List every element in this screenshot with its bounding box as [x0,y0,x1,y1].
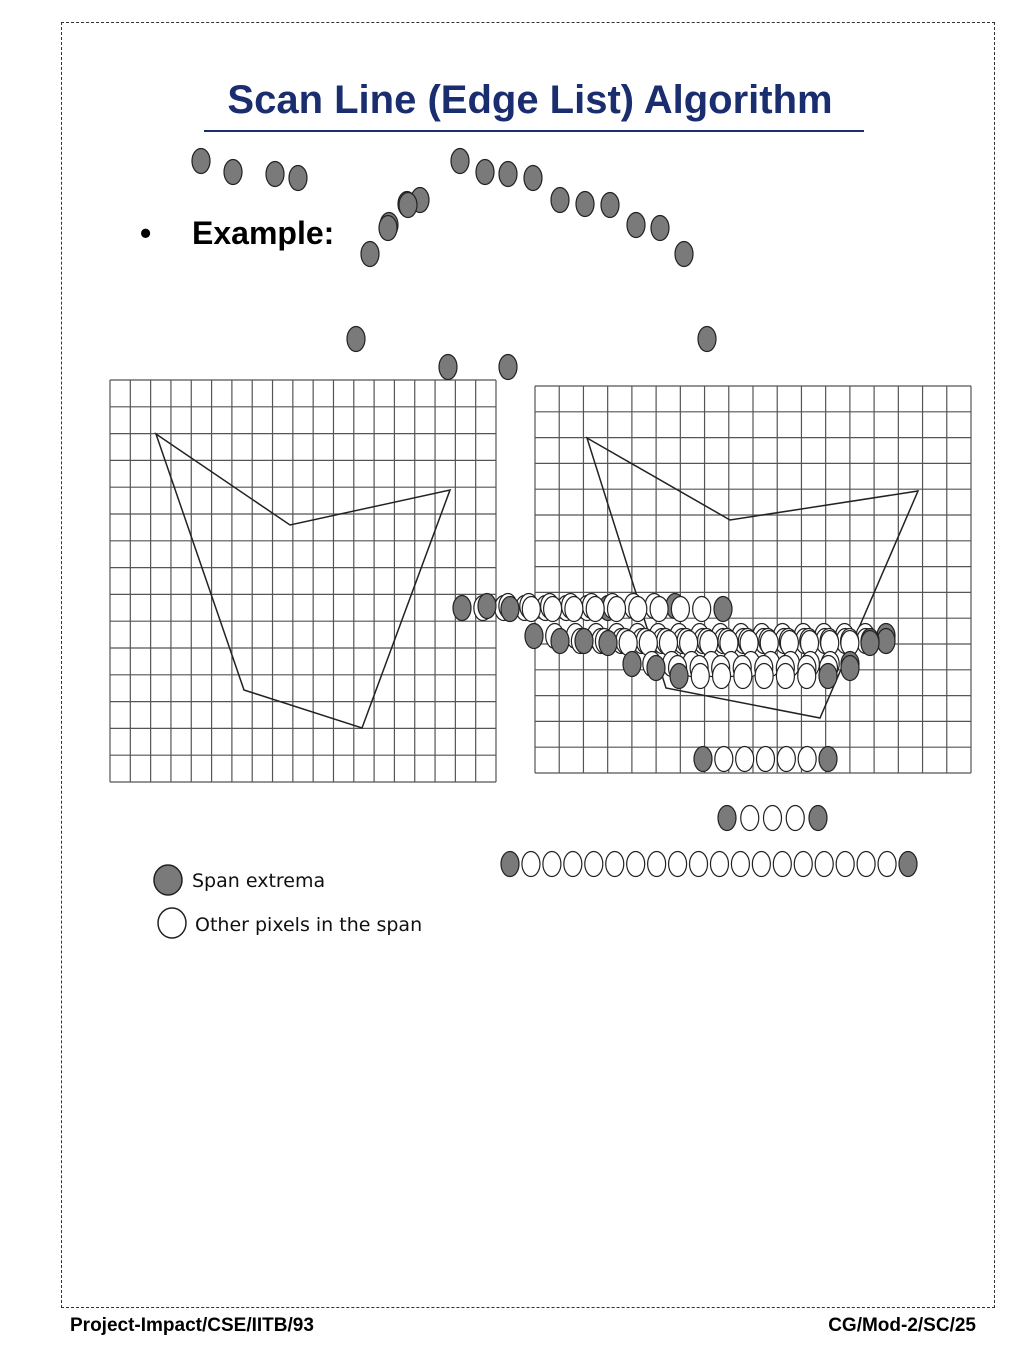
span-extrema-pixel [698,327,716,352]
span-extrema-pixel [809,806,827,831]
span-extrema-pixel [675,242,693,267]
span-extrema-pixel [192,149,210,174]
span-pixel [585,852,603,877]
span-extrema-pixel [266,162,284,187]
span-pixel [798,747,816,772]
span-extrema-pixel [451,149,469,174]
span-extrema-pixel [841,656,859,681]
span-pixel [713,664,731,689]
span-pixel [736,747,754,772]
span-extrema-pixel [819,747,837,772]
legend-extrema-swatch [154,865,182,895]
span-extrema-pixel [551,188,569,213]
span-pixel [522,597,540,622]
span-extrema-pixel [347,327,365,352]
span-pixel [857,852,875,877]
span-extrema-pixel [575,629,593,654]
pixel-grid-right [453,386,971,877]
polygon-outline-left [156,434,450,728]
span-pixel [878,852,896,877]
span-extrema-pixel [399,193,417,218]
span-pixel [798,664,816,689]
footer-right: CG/Mod-2/SC/25 [828,1315,976,1336]
span-pixel [734,664,752,689]
span-pixel [815,852,833,877]
span-extrema-pixel [501,597,519,622]
span-pixel [565,597,583,622]
span-extrema-pixel [877,629,895,654]
span-extrema-pixel [501,852,519,877]
span-pixel [522,852,540,877]
span-extrema-pixel [601,193,619,218]
span-pixel [755,664,773,689]
span-extrema-pixel [524,166,542,191]
span-extrema-pixel [651,216,669,241]
legend-other-label: Other pixels in the span [195,914,423,936]
span-extrema-pixel [623,652,641,677]
span-extrema-pixel [714,597,732,622]
span-pixel [608,597,626,622]
span-extrema-pixel [899,852,917,877]
span-extrema-pixel [289,166,307,191]
span-pixel [777,747,795,772]
span-extrema-pixel [476,160,494,185]
span-pixel [627,852,645,877]
span-pixel [648,852,666,877]
span-extrema-pixel [499,355,517,380]
footer-left: Project-Impact/CSE/IITB/93 [70,1315,314,1336]
span-extrema-pixel [694,747,712,772]
span-pixel [606,852,624,877]
legend [154,865,422,938]
span-extrema-pixel [627,213,645,238]
span-pixel [757,747,775,772]
span-pixel [741,806,759,831]
span-extrema-pixel [525,624,543,649]
slide-title: Scan Line (Edge List) Algorithm [227,78,833,122]
span-pixel [710,852,728,877]
span-pixel [690,852,708,877]
span-extrema-pixel [499,162,517,187]
span-pixel [776,664,794,689]
bullet-marker: • [140,215,152,251]
span-extrema-pixel [224,160,242,185]
span-pixel [764,806,782,831]
span-extrema-pixel [670,664,688,689]
span-pixel [794,852,812,877]
span-extrema-pixel [439,355,457,380]
span-extrema-pixel [718,806,736,831]
pixel-grid-left [110,149,716,783]
legend-extrema-label: Span extrema [192,870,326,892]
span-extrema-pixel [361,242,379,267]
span-pixel [786,806,804,831]
span-extrema-pixel [576,192,594,217]
span-pixel [564,852,582,877]
span-extrema-pixel [819,664,837,689]
span-extrema-pixel [478,594,496,619]
span-pixel [752,852,770,877]
span-pixel [773,852,791,877]
span-pixel [693,597,711,622]
legend-other-swatch [158,908,186,938]
span-pixel [731,852,749,877]
span-pixel [691,664,709,689]
span-extrema-pixel [379,216,397,241]
bullet-text: Example: [192,215,335,251]
span-extrema-pixel [861,631,879,656]
span-extrema-pixel [599,631,617,656]
span-pixel [836,852,854,877]
span-pixel [629,597,647,622]
span-pixel [586,597,604,622]
span-pixel [544,597,562,622]
span-pixel [543,852,561,877]
span-pixel [715,747,733,772]
span-extrema-pixel [647,656,665,681]
span-pixel [671,597,689,622]
span-extrema-pixel [453,596,471,621]
span-extrema-pixel [551,629,569,654]
span-pixel [650,597,668,622]
span-pixel [669,852,687,877]
